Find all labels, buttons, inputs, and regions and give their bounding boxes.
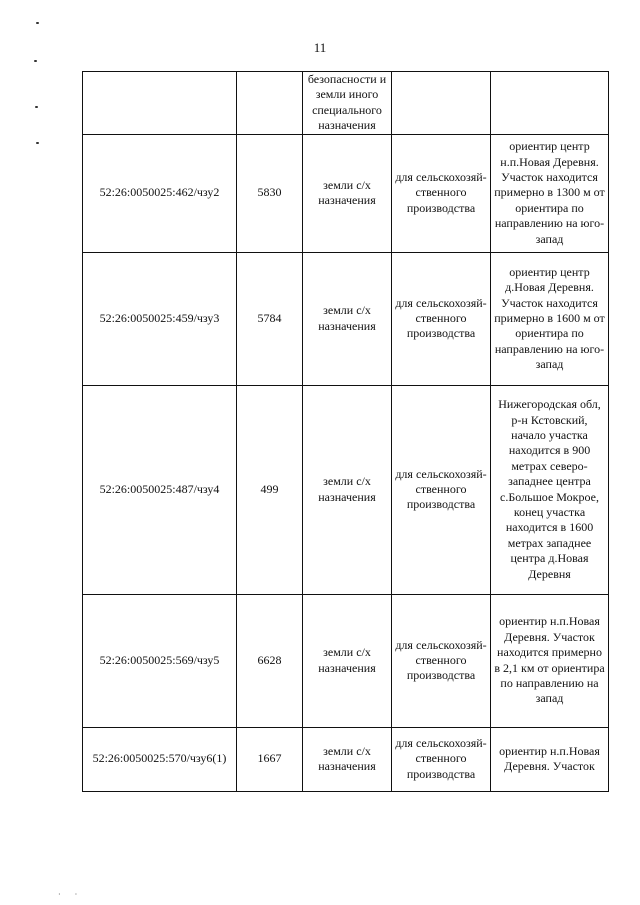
area-cell: 499: [237, 385, 303, 594]
location-cell: ориентир центр д.Новая Деревня. Участок находится примерно в 1600 м от ориентира по направлению на юго-запад: [491, 252, 609, 385]
cadastral-cell: [83, 72, 237, 135]
use-cell: для сельскохозяй-ственного производства: [392, 252, 491, 385]
use-cell: для сельскохозяй-ственного производства: [392, 134, 491, 252]
use-cell: для сельскохозяй-ственного производства: [392, 385, 491, 594]
scan-speck: [36, 22, 39, 24]
scan-speck: [35, 106, 38, 108]
scan-speck: [34, 60, 37, 62]
use-cell: для сельскохозяй-ственного производства: [392, 727, 491, 791]
table-row: [83, 594, 609, 727]
location-cell: ориентир центр н.п.Новая Деревня. Участок находится примерно в 1300 м от ориентира по направлению на юго-запад: [491, 134, 609, 252]
category-cell: земли с/х назначения: [303, 594, 392, 727]
location-cell: [491, 72, 609, 135]
area-cell: 1667: [237, 727, 303, 791]
category-cell: земли с/х назначения: [303, 385, 392, 594]
use-cell: для сельскохозяй-ственного производства: [392, 594, 491, 727]
scan-speck: [36, 142, 39, 144]
table-row: [83, 252, 609, 385]
table-row: [83, 385, 609, 594]
page-number: 11: [313, 40, 327, 55]
table-row: [83, 134, 609, 252]
cadastral-cell: 52:26:0050025:459/чзу3: [83, 252, 237, 385]
area-cell: 5830: [237, 134, 303, 252]
location-cell: ориентир н.п.Новая Деревня. Участок: [491, 727, 609, 791]
table-row: [83, 727, 609, 791]
use-cell: [392, 72, 491, 135]
area-cell: 6628: [237, 594, 303, 727]
location-cell: Нижегородская обл, р-н Кстовский, начало участка находится в 900 метрах северо-западнее центра с.Большое Мокрое, конец участка находится в 1600 метрах западнее центра д.Новая Деревня: [491, 385, 609, 594]
cadastral-cell: 52:26:0050025:569/чзу5: [83, 594, 237, 727]
land-plots-table: [82, 71, 609, 792]
scan-dots: · ·: [58, 890, 84, 899]
cadastral-cell: 52:26:0050025:462/чзу2: [83, 134, 237, 252]
cadastral-cell: 52:26:0050025:570/чзу6(1): [83, 727, 237, 791]
table-row-continuation: [83, 72, 609, 135]
area-cell: 5784: [237, 252, 303, 385]
category-cell: земли с/х назначения: [303, 252, 392, 385]
category-cell: земли с/х назначения: [303, 727, 392, 791]
category-cell: безопасности и земли иного специального назначения: [303, 72, 392, 135]
category-cell: земли с/х назначения: [303, 134, 392, 252]
location-cell: ориентир н.п.Новая Деревня. Участок находится примерно в 2,1 км от ориентира по направлению на запад: [491, 594, 609, 727]
area-cell: [237, 72, 303, 135]
cadastral-cell: 52:26:0050025:487/чзу4: [83, 385, 237, 594]
